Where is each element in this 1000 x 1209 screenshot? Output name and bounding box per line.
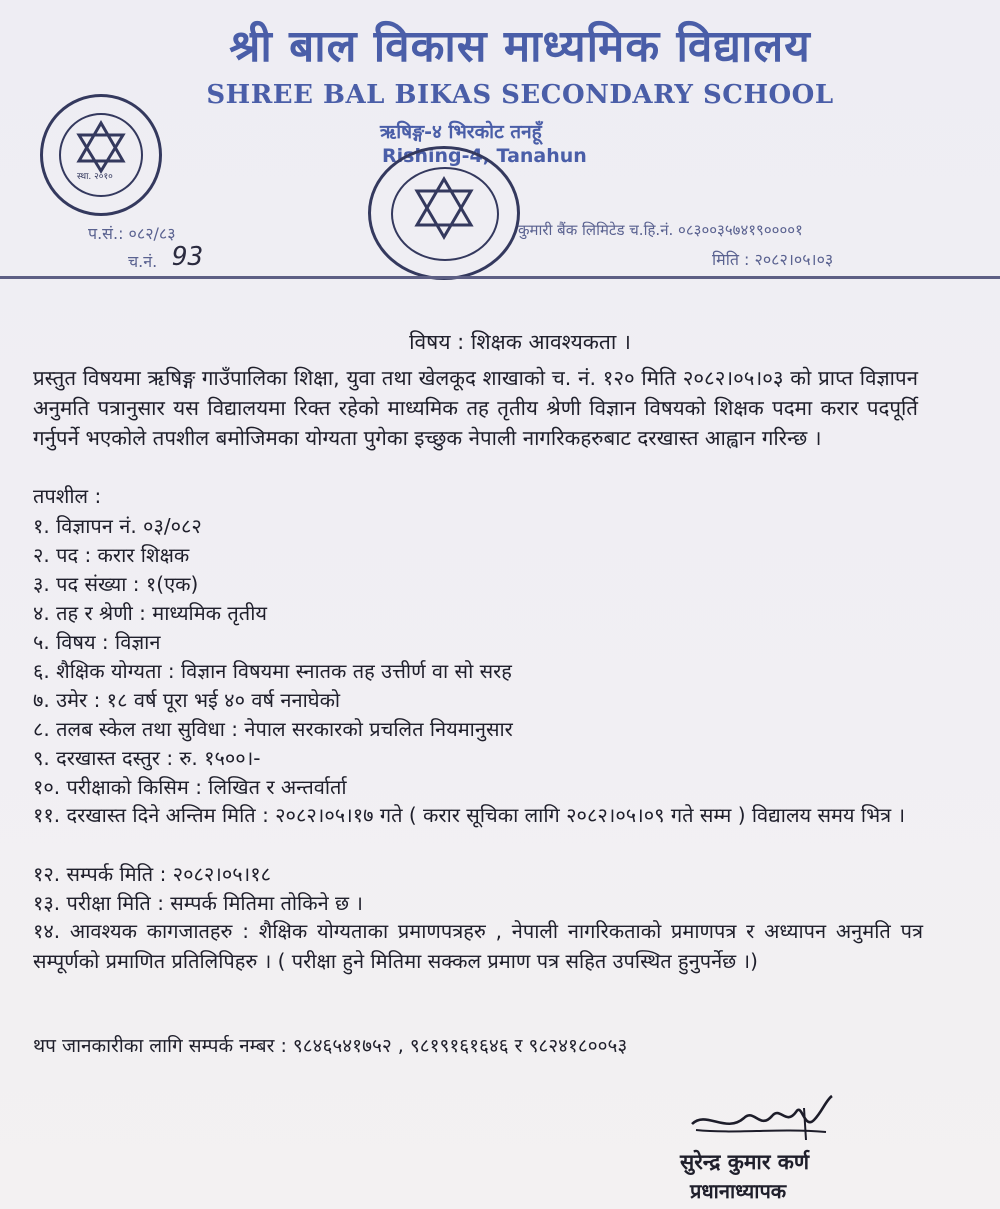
intro-paragraph: प्रस्तुत विषयमा ऋषिङ्ग गाउँपालिका शिक्षा, युवा तथा खेलकूद शाखाको च. नं. १२० मिति २०८२।०५।०३ को प्राप्त विज्ञापन अनुमति पत्रानुसार यस विद्यालयमा रिक्त रहेको माध्यमिक तह तृतीय श्रेणी विज्ञान विषयको शिक्षक पदमा करार पदपूर्ति गर्नुपर्ने भएकोले तपशील बमोजिमका योग्यता पुगेका इच्छुक नेपाली नागरिकहरुबाट दरखास्त आह्वान गरिन्छ । [33,366,918,450]
school-seal-left [40,94,162,216]
list-item: १४. आवश्यक कागजातहरु : शैक्षिक योग्यताका प्रमाणपत्रहरु , नेपाली नागरिकताको प्रमाणपत्र र अध्यापन अनुमति पत्र सम्पूर्णको प्रमाणित प्रतिलिपिहरु । ( परीक्षा हुने मितिमा सक्कल प्रमाण पत्र सहित उपस्थित हुनुपर्नेछ ।) [33,919,923,973]
letterhead-divider [0,276,1000,279]
details-heading: तपशील : [33,484,102,508]
letter-date: मिति : २०८२।०५।०३ [712,250,834,269]
list-item: ८. तलब स्केल तथा सुविधा : नेपाल सरकारको प्रचलित नियमानुसार [33,717,513,741]
school-name-nepali: श्री बाल विकास माध्यमिक विद्यालय [229,21,811,72]
signature-image [686,1090,836,1148]
list-item: ३. पद संख्या : १(एक) [33,572,199,596]
signatory-name: सुरेन्द्र कुमार कर्ण [680,1150,810,1174]
contact-numbers: थप जानकारीका लागि सम्पर्क नम्बर : ९८४६५४१७५२ , ९८१९१६१६४६ र ९८२४१८००५३ [33,1035,628,1057]
star-emblem-icon [409,173,479,243]
list-item: ५. विषय : विज्ञान [33,630,161,654]
star-emblem-icon [71,117,131,177]
signatory-title: प्रधानाध्यापक [690,1179,787,1203]
list-item: ६. शैक्षिक योग्यता : विज्ञान विषयमा स्नातक तह उत्तीर्ण वा सो सरह [33,659,512,683]
letter-subject: विषय : शिक्षक आवश्यकता । [409,330,631,354]
dispatch-label: च.नं. [128,252,158,271]
bank-account-line: कुमारी बैंक लिमिटेड च.हि.नं. ०८३००३५७४१९००००१ [518,221,803,239]
dispatch-number: 93 [172,242,204,272]
school-name-english: SHREE BAL BIKAS SECONDARY SCHOOL [206,80,834,110]
school-seal-center [368,146,520,280]
school-address-english: Rishing-4, Tanahun [382,145,587,167]
list-item: ७. उमेर : १८ वर्ष पूरा भई ४० वर्ष ननाघेको [33,688,341,712]
list-item: १. विज्ञापन नं. ०३/०८२ [33,514,202,538]
list-item: १२. सम्पर्क मिति : २०८२।०५।१८ [33,862,272,886]
list-item: ९. दरखास्त दस्तुर : रु. १५००।- [33,746,261,770]
list-item: १०. परीक्षाको किसिम : लिखित र अन्तर्वार्ता [33,775,347,799]
list-item: १३. परीक्षा मिति : सम्पर्क मितिमा तोकिने छ । [33,891,364,915]
seal-established-text: स्था. २०१० [77,172,113,182]
list-item: ११. दरखास्त दिने अन्तिम मिति : २०८२।०५।१७ गते ( करार सूचिका लागि २०८२।०५।०९ गते सम्म ) विद्यालय समय भित्र । [33,803,906,827]
list-item: २. पद : करार शिक्षक [33,543,190,567]
reference-number: प.सं.: ०८२/८३ [88,224,176,243]
school-address-nepali: ऋषिङ्ग-४ भिरकोट तनहूँ [380,121,542,143]
list-item: ४. तह र श्रेणी : माध्यमिक तृतीय [33,601,267,625]
